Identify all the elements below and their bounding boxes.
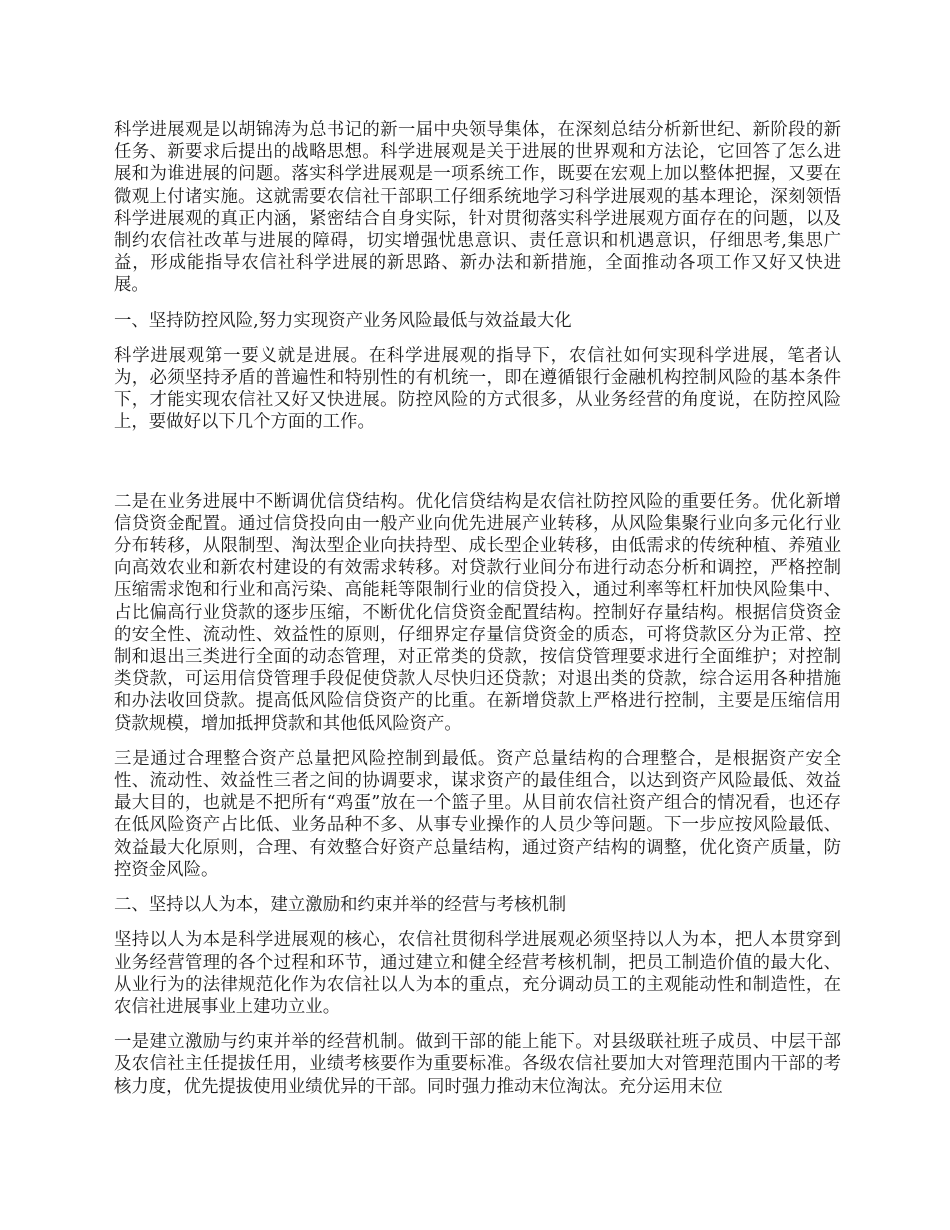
intro-paragraph: 科学进展观是以胡锦涛为总书记的新一届中央领导集体，在深刻总结分析新世纪、新阶段的新任务、新要求后提出的战略思想。科学进展观是关于进展的世界观和方法论，它回答了怎么进展和为谁进展的问题。落实科学进展观是一项系统工作，既要在宏观上加以整体把握，又要在微观上付诸实施。这就需要农信社干部职工仔细系统地学习科学进展观的基本理论，深刻领悟科学进展观的真正内涵，紧密结合自身实际，针对贯彻落实科学进展观方面存在的问题，以及制约农信社改革与进展的障碍，切实增强忧患意识、责任意识和机遇意识，仔细思考,集思广益，形成能指导农信社科学进展的新思路、新办法和新措施，全面推动各项工作又好又快进展。 bbox=[114, 120, 841, 296]
section-heading-1: 一、坚持防控风险,努力实现资产业务风险最低与效益最大化 bbox=[114, 310, 572, 331]
point-3-paragraph: 三是通过合理整合资产总量把风险控制到最低。资产总量结构的合理整合，是根据资产安全性、流动性、效益性三者之间的协调要求，谋求资产的最佳组合，以达到资产风险最低、效益最大目的，也就是不把所有“鸡蛋”放在一个篮子里。从目前农信社资产组合的情况看，也还存在低风险资产占比低、业务品种不多、从事专业操作的人员少等问题。下一步应按风险最低、效益最大化原则，合理、有效整合好资产总量结构，通过资产结构的调整，优化资产质量，防控资金风险。 bbox=[114, 748, 841, 880]
blank-gap bbox=[114, 447, 841, 491]
point-2-paragraph: 二是在业务进展中不断调优信贷结构。优化信贷结构是农信社防控风险的重要任务。优化新增信贷资金配置。通过信贷投向由一般产业向优先进展产业转移，从风险集聚行业向多元化行业分布转移，从限制型、淘汰型企业向扶持型、成长型企业转移，由低需求的传统种植、养殖业向高效农业和新农村建设的有效需求转移。对贷款行业间分布进行动态分析和调控，严格控制压缩需求饱和行业和高污染、高能耗等限制行业的信贷投入，通过利率等杠杆加快风险集中、占比偏高行业贷款的逐步压缩，不断优化信贷资金配置结构。控制好存量结构。根据信贷资金的安全性、流动性、效益性的原则，仔细界定存量信贷资金的质态，可将贷款区分为正常、控制和退出三类进行全面的动态管理，对正常类的贷款，按信贷管理要求进行全面维护；对控制类贷款，可运用信贷管理手段促使贷款人尽快归还贷款；对退出类的贷款，综合运用各种措施和办法收回贷款。提高低风险信贷资产的比重。在新增贷款上严格进行控制，主要是压缩信用贷款规模，增加抵押贷款和其他低风险资产。 bbox=[114, 491, 841, 734]
point-1-paragraph: 一是建立激励与约束并举的经营机制。做到干部的能上能下。对县级联社班子成员、中层干部及农信社主任提拔任用，业绩考核要作为重要标准。各级农信社要加大对管理范围内干部的考核力度，优先提拔使用业绩优异的干部。同时强力推动末位淘汰。充分运用末位 bbox=[114, 1032, 841, 1097]
section-heading-2: 二、坚持以人为本，建立激励和约束并举的经营与考核机制 bbox=[114, 895, 567, 916]
section-2-paragraph: 坚持以人为本是科学进展观的核心，农信社贯彻科学进展观必须坚持以人为本，把人本贯穿到业务经营管理的各个过程和环节，通过建立和健全经营考核机制，把员工制造价值的最大化、从业行为的法律规范化作为农信社以人为本的重点，充分调动员工的主观能动性和制造性，在农信社进展事业上建功立业。 bbox=[114, 930, 841, 1017]
document-body bbox=[114, 119, 841, 1111]
section-1-paragraph: 科学进展观第一要义就是进展。在科学进展观的指导下，农信社如何实现科学进展，笔者认为，必须坚持矛盾的普遍性和特别性的有机统一，即在遵循银行金融机构控制风险的基本条件下，才能实现农信社又好又快进展。防控风险的方式很多，从业务经营的角度说，在防控风险上，要做好以下几个方面的工作。 bbox=[114, 345, 841, 433]
